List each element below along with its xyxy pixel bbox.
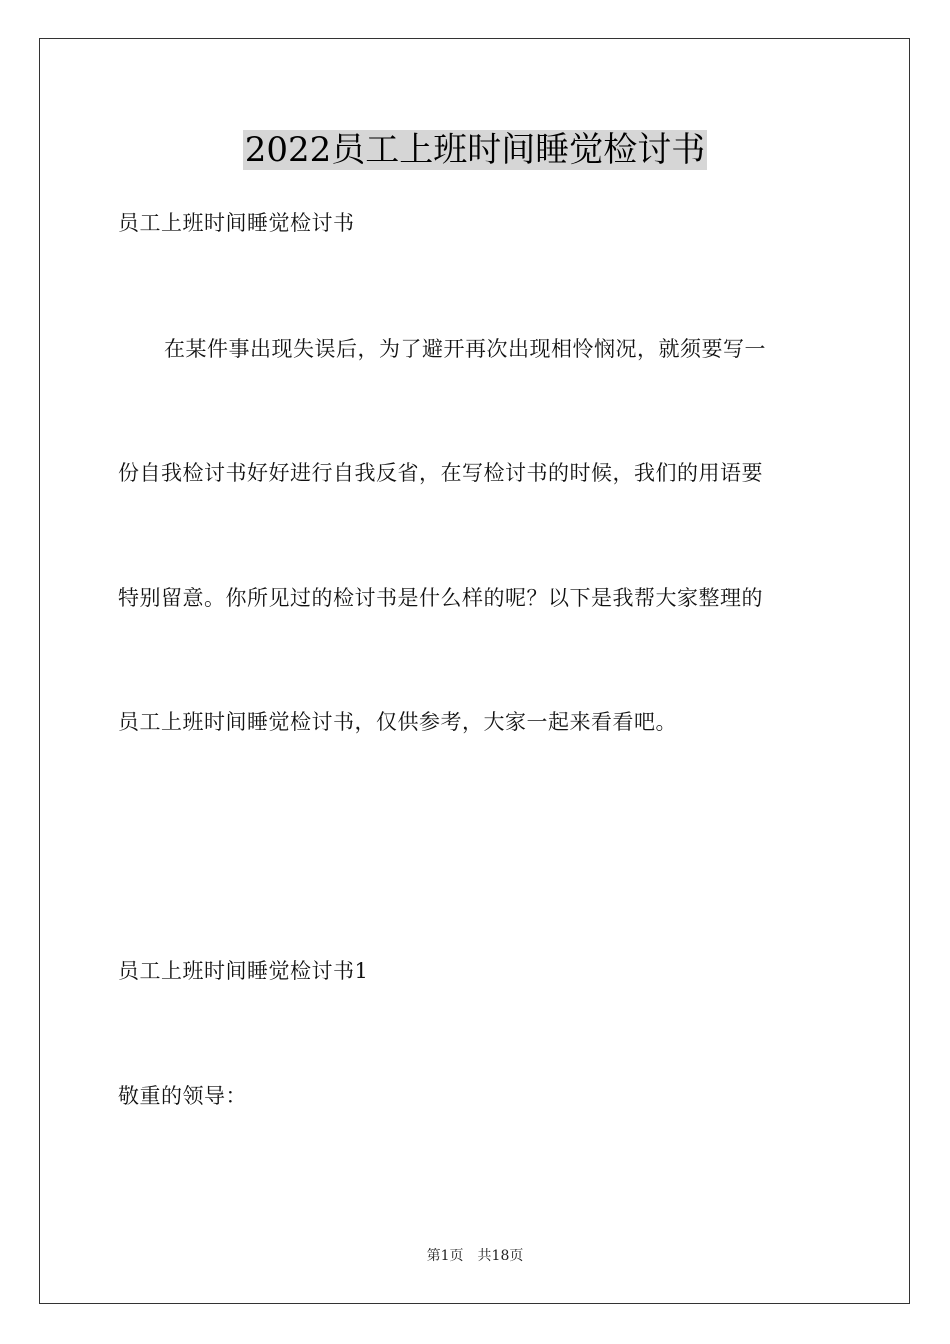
document-subtitle: 员工上班时间睡觉检讨书 xyxy=(118,211,355,235)
section-heading: 员工上班时间睡觉检讨书1 xyxy=(118,959,369,983)
paragraph-line: 在某件事出现失误后，为了避开再次出现相怜悯况，就须要写一 xyxy=(164,337,766,361)
paragraph-line: 员工上班时间睡觉检讨书，仅供参考，大家一起来看看吧。 xyxy=(118,710,677,734)
page-number: 第1页 共18页 xyxy=(426,1248,524,1264)
document-title-text: 2022员工上班时间睡觉检讨书 xyxy=(244,130,706,170)
paragraph-line: 特别留意。你所见过的检讨书是什么样的呢？以下是我帮大家整理的 xyxy=(118,586,763,610)
document-title xyxy=(0,128,950,172)
paragraph-line: 份自我检讨书好好进行自我反省，在写检讨书的时候，我们的用语要 xyxy=(118,461,763,485)
salutation: 敬重的领导： xyxy=(118,1084,247,1108)
